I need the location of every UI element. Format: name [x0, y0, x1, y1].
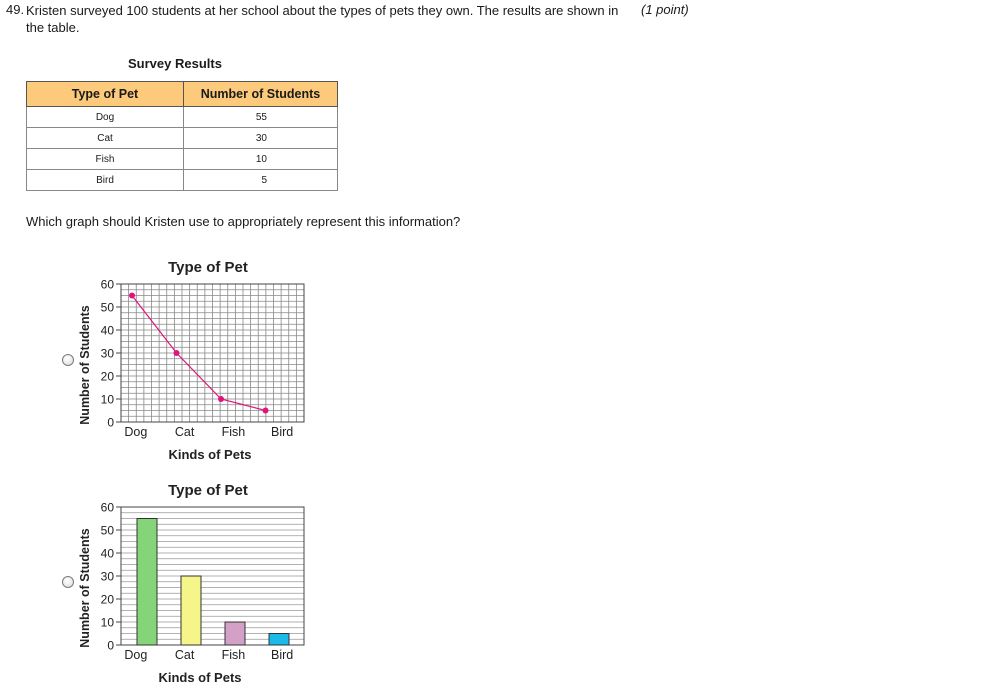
cell-count: 30 — [184, 128, 338, 149]
table-row — [27, 128, 338, 149]
y-tick-label: 60 — [100, 500, 114, 515]
y-tick-label: 60 — [100, 277, 114, 292]
x-tick-label: Dog — [124, 425, 148, 439]
cell-count: 55 — [184, 107, 338, 128]
header-type-of-pet: Type of Pet — [27, 82, 184, 107]
x-tick-label: Fish — [221, 425, 246, 439]
y-tick-label: 10 — [100, 615, 114, 630]
cell-count: 5 — [184, 170, 338, 191]
x-axis-label: Kinds of Pets — [168, 447, 252, 462]
y-tick-label: 40 — [100, 323, 114, 338]
bar-bird — [269, 634, 289, 646]
header-number-of-students: Number of Students — [184, 82, 338, 107]
cell-pet: Bird — [27, 170, 184, 191]
y-tick-label: 30 — [100, 569, 114, 584]
data-point-bird — [263, 408, 269, 414]
x-tick-label: Cat — [174, 425, 195, 439]
table-row — [27, 107, 338, 128]
bar-fish — [225, 622, 245, 645]
x-tick-label: Bird — [271, 425, 294, 439]
question-number: 49. — [6, 2, 25, 17]
x-axis-label: Kinds of Pets — [158, 670, 242, 685]
table-row — [27, 149, 338, 170]
chart-title: Type of Pet — [168, 259, 248, 276]
line-graph-option-a — [0, 255, 320, 465]
table-row — [27, 170, 338, 191]
data-point-dog — [129, 293, 135, 299]
y-tick-label: 20 — [100, 369, 114, 384]
y-tick-label: 30 — [100, 346, 114, 361]
bar-graph-option-b — [0, 478, 320, 688]
cell-pet: Fish — [27, 149, 184, 170]
cell-pet: Cat — [27, 128, 184, 149]
x-tick-label: Dog — [124, 648, 148, 662]
question-prompt: Which graph should Kristen use to appropriately represent this information? — [26, 214, 461, 229]
y-tick-label: 0 — [107, 415, 114, 430]
table-header-row — [27, 82, 338, 107]
y-tick-label: 20 — [100, 592, 114, 607]
y-tick-label: 10 — [100, 392, 114, 407]
cell-pet: Dog — [27, 107, 184, 128]
table-title: Survey Results — [128, 56, 222, 71]
data-point-cat — [174, 350, 180, 356]
y-tick-label: 50 — [100, 523, 114, 538]
bar-dog — [137, 519, 157, 646]
y-axis-label: Number of Students — [78, 528, 92, 648]
data-point-fish — [218, 396, 224, 402]
survey-results-table — [26, 81, 338, 191]
cell-count: 10 — [184, 149, 338, 170]
x-tick-label: Fish — [221, 648, 246, 662]
x-tick-label: Cat — [174, 648, 195, 662]
y-axis-label: Number of Students — [78, 305, 92, 425]
question-points: (1 point) — [641, 2, 689, 17]
y-tick-label: 0 — [107, 638, 114, 653]
question-text: Kristen surveyed 100 students at her school about the types of pets they own. The results are shown in the table. — [26, 3, 619, 35]
y-tick-label: 50 — [100, 300, 114, 315]
y-tick-label: 40 — [100, 546, 114, 561]
chart-title: Type of Pet — [168, 482, 248, 499]
x-tick-label: Bird — [271, 648, 294, 662]
bar-cat — [181, 576, 201, 645]
